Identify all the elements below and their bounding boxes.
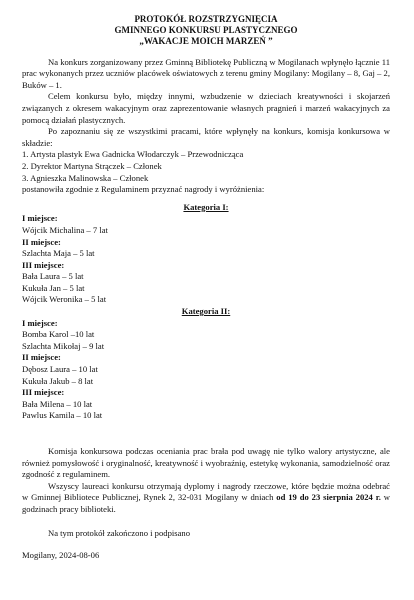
closing-paragraph-1: Komisja konkursowa podczas oceniania prac brała pod uwagę nie tylko walory artystyczne, ale również pomysłowość i oryginalność, kreatywność i wyobraźnię, estetykę wykonania, samodzielność oraz zgodność z regulaminem. <box>22 446 390 480</box>
document-date: Mogilany, 2024-08-06 <box>22 550 100 561</box>
place-label: II miejsce: <box>22 352 61 363</box>
winner-entry: Bała Milena – 10 lat <box>22 398 93 409</box>
place-label: III miejsce: <box>22 259 65 270</box>
title-line-2: GMINNEGO KONKURSU PLASTYCZNEGO <box>114 25 298 36</box>
category-1-results <box>22 213 390 306</box>
pickup-text: Wszyscy laureaci konkursu otrzymają dyplomy i nagrody rzeczowe, które będzie można odebrać w Gminnej Bibliotece Publicznej, Rynek 2, 32-031 Mogilany w dniach <box>22 480 390 503</box>
intro-paragraph-2: Celem konkursu było, między innymi, wzbudzenie w dzieciach kreatywności i skojarzeń związanych z okresem wakacyjnym oraz zaprezentowanie własnych pragnień i marzeń wakacyjnych za pomocą działań plastycznych. <box>22 91 390 125</box>
category-2-heading: Kategoria II: <box>181 306 231 317</box>
winner-entry: Kukuła Jan – 5 lat <box>22 282 85 293</box>
title-line-3: „WAKACJE MOICH MARZEŃ ” <box>139 36 273 47</box>
document-title <box>22 14 390 48</box>
committee-member: 2. Dyrektor Martyna Strączek – Członek <box>22 160 162 171</box>
title-line-1: PROTOKÓŁ ROZSTRZYGNIĘCIA <box>134 14 278 24</box>
intro-paragraph-3: Po zapoznaniu się ze wszystkimi pracami, które wpłynęły na konkurs, komisja konkursowa w składzie: <box>22 126 390 148</box>
place-label: I miejsce: <box>22 213 58 224</box>
committee-member: 1. Artysta plastyk Ewa Gadnicka Włodarczyk – Przewodnicząca <box>22 149 244 160</box>
intro-paragraph-1: Na konkurs zorganizowany przez Gminną Bibliotekę Publiczną w Mogilanach wpłynęło łącznie 11 prac wykonanych przez uczniów placówek oświatowych z terenu gminy Mogilany: Mogilany – 8, Gaj – 2, Buków – 1. <box>22 56 390 90</box>
place-label: II miejsce: <box>22 236 61 247</box>
winner-entry: Bomba Karol –10 lat <box>22 329 95 340</box>
pickup-hours: w godzinach pracy biblioteki. <box>22 492 390 514</box>
section-spacer <box>22 422 390 446</box>
winner-entry: Dębosz Laura – 10 lat <box>22 364 98 375</box>
place-label: III miejsce: <box>22 387 65 398</box>
category-2-results <box>22 318 390 422</box>
winner-entry: Wójcik Weronika – 5 lat <box>22 294 107 305</box>
committee-member: 3. Agnieszka Malinowska – Członek <box>22 172 149 183</box>
winner-entry: Bała Laura – 5 lat <box>22 271 84 282</box>
winner-entry: Szlachta Maja – 5 lat <box>22 248 95 259</box>
winner-entry: Kukuła Jakub – 8 lat <box>22 375 94 386</box>
winner-entry: Szlachta Mikołaj – 9 lat <box>22 340 105 351</box>
place-label: I miejsce: <box>22 317 58 328</box>
closing-paragraph-2 <box>22 481 390 516</box>
signature-note: Na tym protokół zakończono i podpisano <box>48 527 191 538</box>
winner-entry: Pawlus Kamila – 10 lat <box>22 410 103 421</box>
decision-text: postanowiła zgodnie z Regulaminem przyznać nagrody i wyróżnienia: <box>22 184 265 195</box>
category-1-heading: Kategoria I: <box>183 201 229 212</box>
committee-list <box>22 149 390 184</box>
pickup-dates: od 19 do 23 sierpnia 2024 r. <box>276 492 381 503</box>
winner-entry: Wójcik Michalina – 7 lat <box>22 224 108 235</box>
